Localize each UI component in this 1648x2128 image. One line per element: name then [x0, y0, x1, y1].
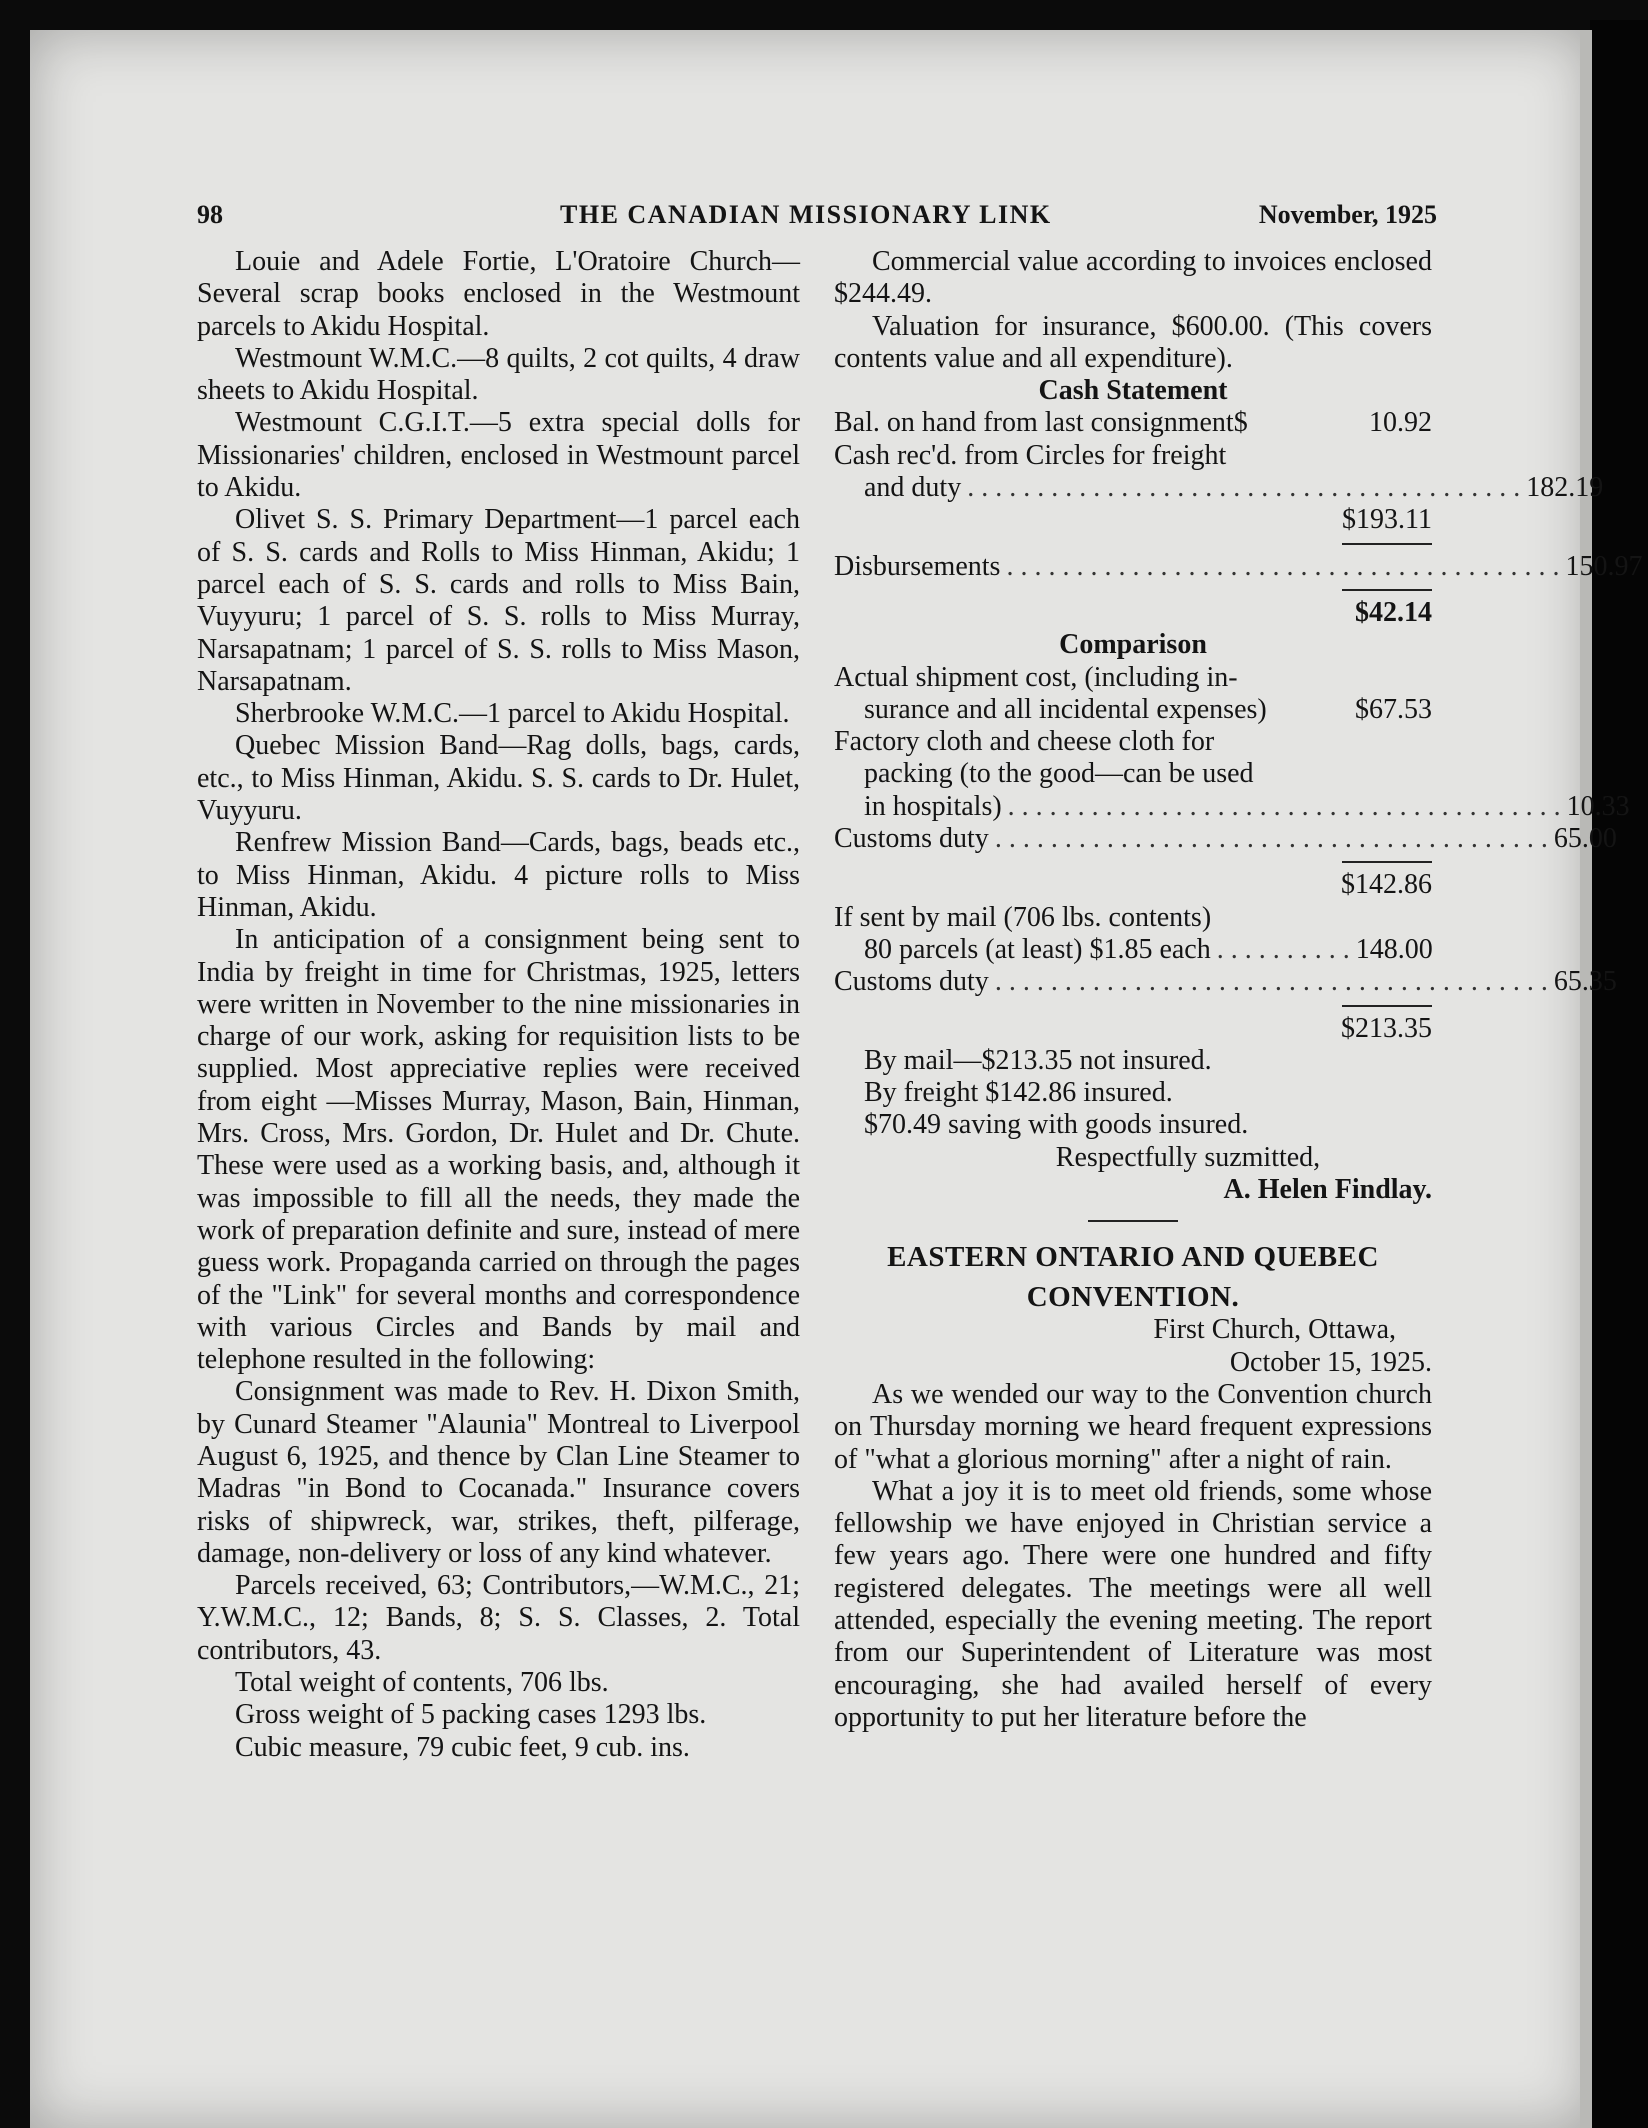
ledger-label: Customs duty	[834, 823, 989, 855]
ledger-label: 80 parcels (at least) $1.85 each	[864, 933, 1211, 965]
ledger-row	[834, 758, 1432, 790]
paragraph: Westmount W.M.C.—8 quilts, 2 cot quilts, 4 draw sheets to Akidu Hospital.	[197, 342, 800, 407]
paragraph: Olivet S. S. Primary Department—1 parcel each of S. S. cards and Rolls to Miss Hinman, Akidu; 1 parcel each of S. S. cards and rolls to Miss Bain, Vuyyuru; 1 parcel of S. S. rolls to Miss Murray, Narsapatnam; 1 parcel of S. S. rolls to Miss Mason, Narsapatnam.	[197, 504, 800, 697]
ledger-row	[834, 694, 1432, 726]
ledger-value: 65.00	[1553, 823, 1617, 855]
rule	[1342, 543, 1432, 545]
journal-title: THE CANADIAN MISSIONARY LINK	[560, 200, 1052, 229]
ledger-row	[834, 407, 1432, 439]
rule	[1342, 861, 1432, 863]
ledger-row	[834, 934, 1432, 966]
paragraph: Total weight of contents, 706 lbs.	[235, 1667, 609, 1699]
leader-dots: . . . . . . . . . .	[1216, 933, 1350, 965]
paragraph: Valuation for insurance, $600.00. (This covers contents value and all expenditure).	[834, 310, 1432, 374]
ledger-value: 10.92	[1369, 407, 1432, 439]
ledger-row	[834, 472, 1604, 504]
summary-text: By mail—$213.35 not insured.	[864, 1044, 1212, 1076]
paragraph: Parcels received, 63; Contributors,—W.M.C., 21; Y.W.M.C., 12; Bands, 8; S. S. Classes, 2. Total contributors, 43.	[197, 1570, 800, 1666]
ledger-row	[834, 823, 1617, 855]
ledger-value: $67.53	[1355, 693, 1432, 725]
paragraph: Quebec Mission Band—Rag dolls, bags, cards, etc., to Miss Hinman, Akidu. S. S. cards to Dr. Hulet, Vuyyuru.	[197, 730, 800, 827]
paragraph: What a joy it is to meet old friends, some whose fellowship we have enjoyed in Christian service a few years ago. There were one hundred and fifty registered delegates. The meetings were all well attended, especially the evening meeting. The report from our Superintendent of Literature was most encouraging, she had availed herself of every opportunity to put her literature before the	[834, 1475, 1432, 1733]
ledger-row	[834, 902, 1432, 934]
paragraph: Gross weight of 5 packing cases 1293 lbs.	[235, 1699, 707, 1731]
cash-statement-heading: Cash Statement	[1038, 375, 1228, 407]
section-divider	[1088, 1220, 1178, 1222]
paragraph: Commercial value according to invoices enclosed $244.49.	[834, 246, 1432, 310]
ledger-value: 65.35	[1553, 966, 1617, 998]
left-column	[197, 246, 800, 1764]
article-heading: CONVENTION.	[1026, 1281, 1240, 1314]
signature: A. Helen Findlay.	[1223, 1174, 1432, 1206]
ledger-row	[834, 662, 1432, 694]
balance: $42.14	[1355, 596, 1432, 628]
leader-dots: . . . . . . . . . . . . . . . . . . . . . . . . . . . . . . . . . . . . . . . .	[1007, 790, 1561, 822]
ledger-value: 148.00	[1355, 933, 1433, 965]
leader-dots: . . . . . . . . . . . . . . . . . . . . . . . . . . . . . . . . . . . . . . . .	[994, 823, 1548, 855]
paragraph: Cubic measure, 79 cubic feet, 9 cub. ins.	[235, 1731, 690, 1763]
summary-line	[834, 1077, 1432, 1109]
dateline-place: First Church, Ottawa,	[1153, 1314, 1396, 1346]
paragraph: Sherbrooke W.M.C.—1 parcel to Akidu Hospital.	[235, 698, 790, 730]
page-edge-strip	[1580, 30, 1592, 2128]
summary-text: $70.49 saving with goods insured.	[864, 1109, 1249, 1141]
subtotal: $193.11	[1342, 504, 1432, 536]
summary-line	[834, 1109, 1432, 1141]
comparison-heading: Comparison	[1059, 629, 1207, 661]
ledger-label: in hospitals)	[864, 790, 1002, 822]
ledger-label: Disbursements	[834, 550, 1001, 582]
ledger-row	[834, 726, 1432, 758]
ledger-label: Customs duty	[834, 966, 989, 998]
page-edge-shadow	[1590, 20, 1648, 2128]
ledger-label: Bal. on hand from last consignment$	[834, 407, 1248, 439]
paragraph: Consignment was made to Rev. H. Dixon Smith, by Cunard Steamer "Alaunia" Montreal to Liverpool August 6, 1925, and thence by Clan Line Steamer to Madras "in Bond to Cocanada." Insurance covers risks of shipwreck, war, strikes, theft, pilferage, damage, non-delivery or loss of any kind whatever.	[197, 1376, 800, 1569]
ledger-row	[834, 966, 1617, 998]
summary-text: By freight $142.86 insured.	[864, 1077, 1173, 1109]
paragraph: Westmount C.G.I.T.—5 extra special dolls for Missionaries' children, enclosed in Westmount parcel to Akidu.	[197, 407, 800, 504]
paragraph: As we wended our way to the Convention church on Thursday morning we heard frequent expressions of "what a glorious morning" after a night of rain.	[834, 1378, 1432, 1475]
ledger-row	[834, 440, 1432, 472]
issue-date: November, 1925	[1258, 200, 1437, 229]
dateline-date: October 15, 1925.	[1229, 1346, 1432, 1378]
article-heading: EASTERN ONTARIO AND QUEBEC	[887, 1241, 1379, 1274]
ledger-value: 150.97	[1565, 550, 1643, 582]
running-header	[197, 200, 1437, 240]
ledger-label: Actual shipment cost, (including in-	[834, 661, 1238, 693]
leader-dots: . . . . . . . . . . . . . . . . . . . . . . . . . . . . . . . . . . . . . . . .	[1006, 550, 1560, 582]
ledger-label: Factory cloth and cheese cloth for	[834, 726, 1215, 758]
closing: Respectfully suzmitted,	[1055, 1141, 1321, 1173]
ledger-value: 182.19	[1526, 472, 1604, 504]
ledger-label: packing (to the good—can be used	[864, 758, 1254, 790]
ledger-value: 10.33	[1566, 790, 1630, 822]
ledger-label: Cash rec'd. from Circles for freight	[834, 439, 1227, 471]
right-column	[834, 246, 1643, 1734]
rule	[1342, 1005, 1432, 1007]
ledger-row	[834, 550, 1643, 583]
summary-line	[834, 1045, 1432, 1077]
leader-dots: . . . . . . . . . . . . . . . . . . . . . . . . . . . . . . . . . . . . . . . .	[967, 472, 1521, 504]
paragraph: In anticipation of a consignment being sent to India by freight in time for Christmas, 1925, letters were written in November to the nine missionaries in charge of our work, asking for requisition lists to be supplied. Most appreciative replies were received from eight —Misses Murray, Mason, Bain, Hinman, Mrs. Cross, Mrs. Gordon, Dr. Hulet and Dr. Chute. These were used as a working basis, and, although it was impossible to fill all the needs, they made the work of preparation definite and sure, instead of mere guess work. Propaganda carried on through the pages of the "Link" for several months and correspondence with various Circles and Bands by mail and telephone resulted in the following:	[197, 924, 800, 1376]
paragraph: Louie and Adele Fortie, L'Oratoire Church—Several scrap books enclosed in the Westmount parcels to Akidu Hospital.	[197, 246, 800, 342]
ledger-row	[834, 790, 1630, 823]
page-number: 98	[197, 200, 223, 229]
rule	[1342, 589, 1432, 591]
freight-total: $142.86	[1341, 869, 1432, 901]
ledger-label: surance and all incidental expenses)	[864, 693, 1267, 725]
ledger-label: If sent by mail (706 lbs. contents)	[834, 901, 1212, 933]
mail-total: $213.35	[1341, 1012, 1432, 1044]
ledger-label: and duty	[864, 472, 962, 504]
paragraph: Renfrew Mission Band—Cards, bags, beads etc., to Miss Hinman, Akidu. 4 picture rolls to Miss Hinman, Akidu.	[197, 827, 800, 923]
leader-dots: . . . . . . . . . . . . . . . . . . . . . . . . . . . . . . . . . . . . . . . .	[994, 966, 1548, 998]
